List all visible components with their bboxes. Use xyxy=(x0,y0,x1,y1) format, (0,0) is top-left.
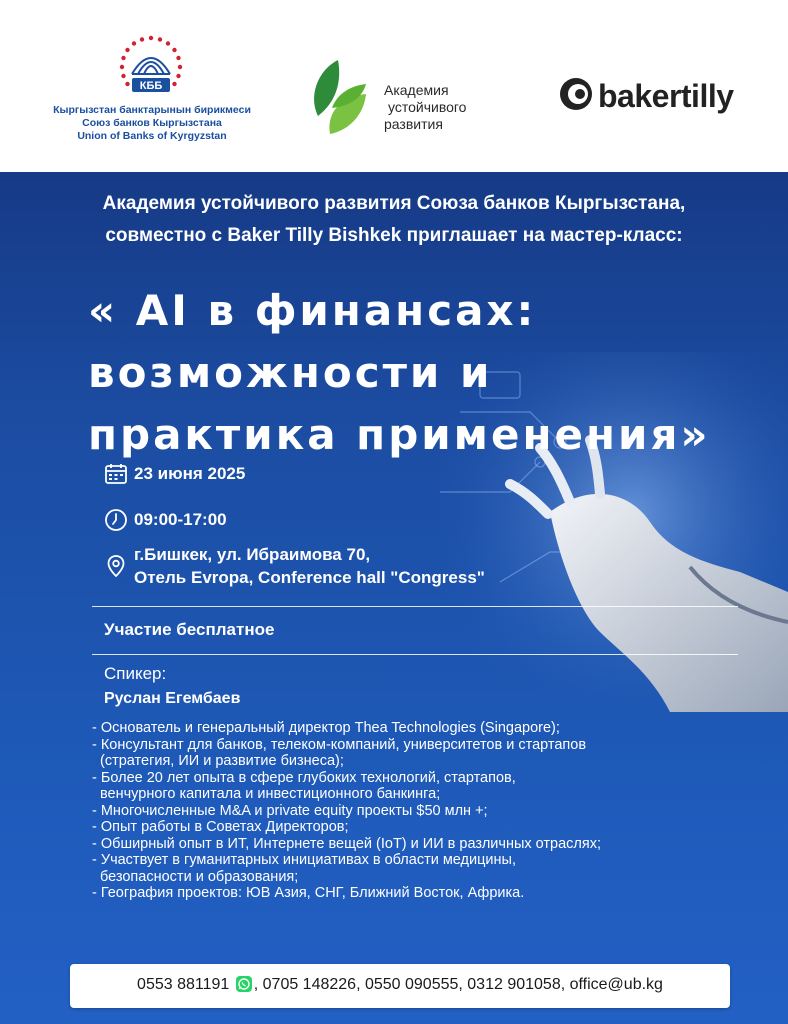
bakertilly-wordmark: bakertilly xyxy=(598,78,734,114)
contact-other[interactable]: , 0705 148226, 0550 090555, 0312 901058, office@ub.kg xyxy=(253,976,663,993)
bio-item: - Основатель и генеральный директор Thea Technologies (Singapore); xyxy=(92,720,560,736)
academy-line-1: Академия xyxy=(384,82,449,98)
masterclass-title xyxy=(88,280,711,466)
bakertilly-swirl-icon xyxy=(558,76,594,112)
clock-icon xyxy=(104,508,128,532)
event-location-text xyxy=(134,543,485,589)
academy-leaf-icon xyxy=(308,56,378,140)
location-pin-icon xyxy=(104,554,128,578)
kbb-emblem-text: КББ xyxy=(139,80,163,92)
union-of-banks-logo xyxy=(52,34,252,144)
divider xyxy=(92,654,738,655)
participation-free: Участие бесплатное xyxy=(104,620,275,639)
kbb-name-russian: Союз банков Кыргызстана xyxy=(82,117,222,129)
bio-item: - Обширный опыт в ИТ, Интернете вещей (IoT) и ИИ в различных отраслях; xyxy=(92,835,602,852)
event-time-text: 09:00-17:00 xyxy=(134,510,227,529)
kbb-name-english: Union of Banks of Kyrgyzstan xyxy=(77,130,227,142)
academy-line-2: устойчивого xyxy=(388,99,467,115)
academy-logo-text xyxy=(384,82,466,133)
academy-logo xyxy=(308,56,508,140)
intro-line-2: совместно с Baker Tilly Bishkek приглашает на мастер-класс: xyxy=(105,225,683,246)
bio-item: - Участвует в гуманитарных инициативах в области медицины, xyxy=(92,852,516,868)
whatsapp-icon[interactable] xyxy=(236,976,252,992)
bio-item: венчурного капитала и инвестиционного банкинга; xyxy=(100,786,441,802)
contact-phone-1[interactable]: 0553 881191 xyxy=(137,976,230,993)
bio-item: - География проектов: ЮВ Азия, СНГ, Ближний Восток, Африка. xyxy=(92,885,525,901)
bio-item: - Многочисленные M&A и private equity проекты $50 млн +; xyxy=(92,802,488,819)
bio-item: безопасности и образования; xyxy=(100,868,299,885)
calendar-icon xyxy=(104,462,128,486)
location-line-1: г.Бишкек, ул. Ибраимова 70, xyxy=(134,545,371,564)
title-line-3: практика применения» xyxy=(88,410,711,459)
bio-item: - Более 20 лет опыта в сфере глубоких технологий, стартапов, xyxy=(92,769,516,786)
speaker-label: Спикер: xyxy=(104,664,167,683)
kbb-name-kyrgyz: Кыргызстан банктарынын бирикмеси xyxy=(53,104,251,116)
speaker-name: Руслан Егембаев xyxy=(104,690,241,707)
speaker-bio-list xyxy=(92,720,752,902)
bio-item: - Консультант для банков, телеком-компаний, университетов и стартапов xyxy=(92,736,587,753)
contacts-text xyxy=(70,976,730,994)
event-date-text: 23 июня 2025 xyxy=(134,464,246,483)
kbb-logo-text xyxy=(52,104,252,143)
title-line-1: « AI в финансах: xyxy=(88,286,537,335)
kbb-emblem-icon xyxy=(118,34,184,100)
intro-line-1: Академия устойчивого развития Союза банков Кыргызстана, xyxy=(102,193,686,214)
academy-line-3: развития xyxy=(384,116,443,132)
title-line-2: возможности и xyxy=(88,348,493,397)
header xyxy=(0,0,788,172)
bio-item: (стратегия, ИИ и развитие бизнеса); xyxy=(100,753,344,769)
intro-text xyxy=(0,188,788,252)
location-line-2: Отель Evropa, Conference hall "Congress" xyxy=(134,568,485,587)
bio-item: - Опыт работы в Советах Директоров; xyxy=(92,819,349,835)
invitation-banner xyxy=(0,172,788,1024)
divider xyxy=(92,606,738,607)
contacts-bar xyxy=(70,964,730,1008)
